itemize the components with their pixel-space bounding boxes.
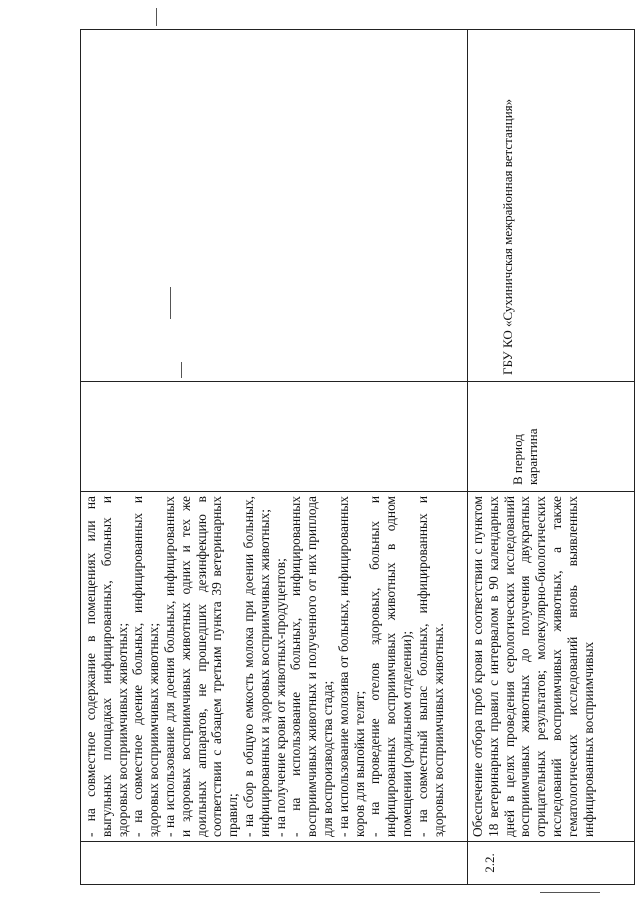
scan-mark-top [156, 8, 157, 26]
measure-item: - на проведение отелов здоровых, больных и инфицированных восприимчивых животных в одном помещении (родильном отделении); [367, 496, 414, 837]
rotated-table-wrapper [80, 30, 634, 885]
measure-item: - на совместное доение больных, инфицированных и здоровых восприимчивых животных; [130, 496, 162, 837]
row2-number-cell [468, 842, 635, 885]
measure-item: - на получение крови от животных-продуцентов; [272, 558, 288, 837]
measure-item: - на совместное содержание в помещениях или на выгульных площадках инфицированных, больных и здоровых восприимчивых животных; [83, 496, 130, 837]
measure-item: - на использование молозива от больных, инфицированных коров для выпойки телят; [335, 496, 367, 837]
measure-item: - на использование для доения больных, инфицированных и здоровых восприимчивых животных одних и тех же доильных аппаратов, не прошедших дезинфекцию в соответствии с абзацем третьим пункта 39 ветеринарных правил; [161, 496, 241, 837]
row1-period-cell [81, 382, 468, 492]
measure-item: - на сбор в общую емкость молока при доении больных, инфицированных и здоровых восприимчивых животных; [240, 496, 272, 837]
measure-text: Обеспечение отбора проб крови в соответствии с пунктом 18 ветеринарных правил с интервалом в 90 календарных дней в целях проведения серологических исследований восприимчивых животных до получения двукратных отрицательных результатов; молекулярно-биологических исследований восприимчивых животных, а также гематологических исследований вновь выявленных инфицированных восприимчивых [470, 496, 596, 837]
row2-responsible-cell [468, 30, 635, 382]
row1-responsible-cell [81, 30, 468, 382]
row-number: 2.2. [482, 853, 497, 873]
row1-number-cell [81, 842, 468, 885]
row2-period-cell [468, 382, 635, 492]
measure-item: - на использование больных, инфицированных восприимчивых животных и полученного от них приплода для воспроизводства стада; [288, 496, 335, 837]
row1-measure-cell [81, 492, 468, 842]
measures-table [80, 29, 635, 885]
responsible-text: ГБУ КО «Сухиничская межрайонная ветстанция» [500, 98, 515, 375]
measure-list [81, 492, 446, 841]
scan-mark-bottom [540, 892, 600, 893]
table-row [468, 30, 635, 885]
table-row [81, 30, 468, 885]
row2-measure-cell [468, 492, 635, 842]
measure-item: - на совместный выпас больных, инфицированных и здоровых восприимчивых животных. [414, 496, 446, 837]
period-text: В период карантина [510, 428, 540, 485]
